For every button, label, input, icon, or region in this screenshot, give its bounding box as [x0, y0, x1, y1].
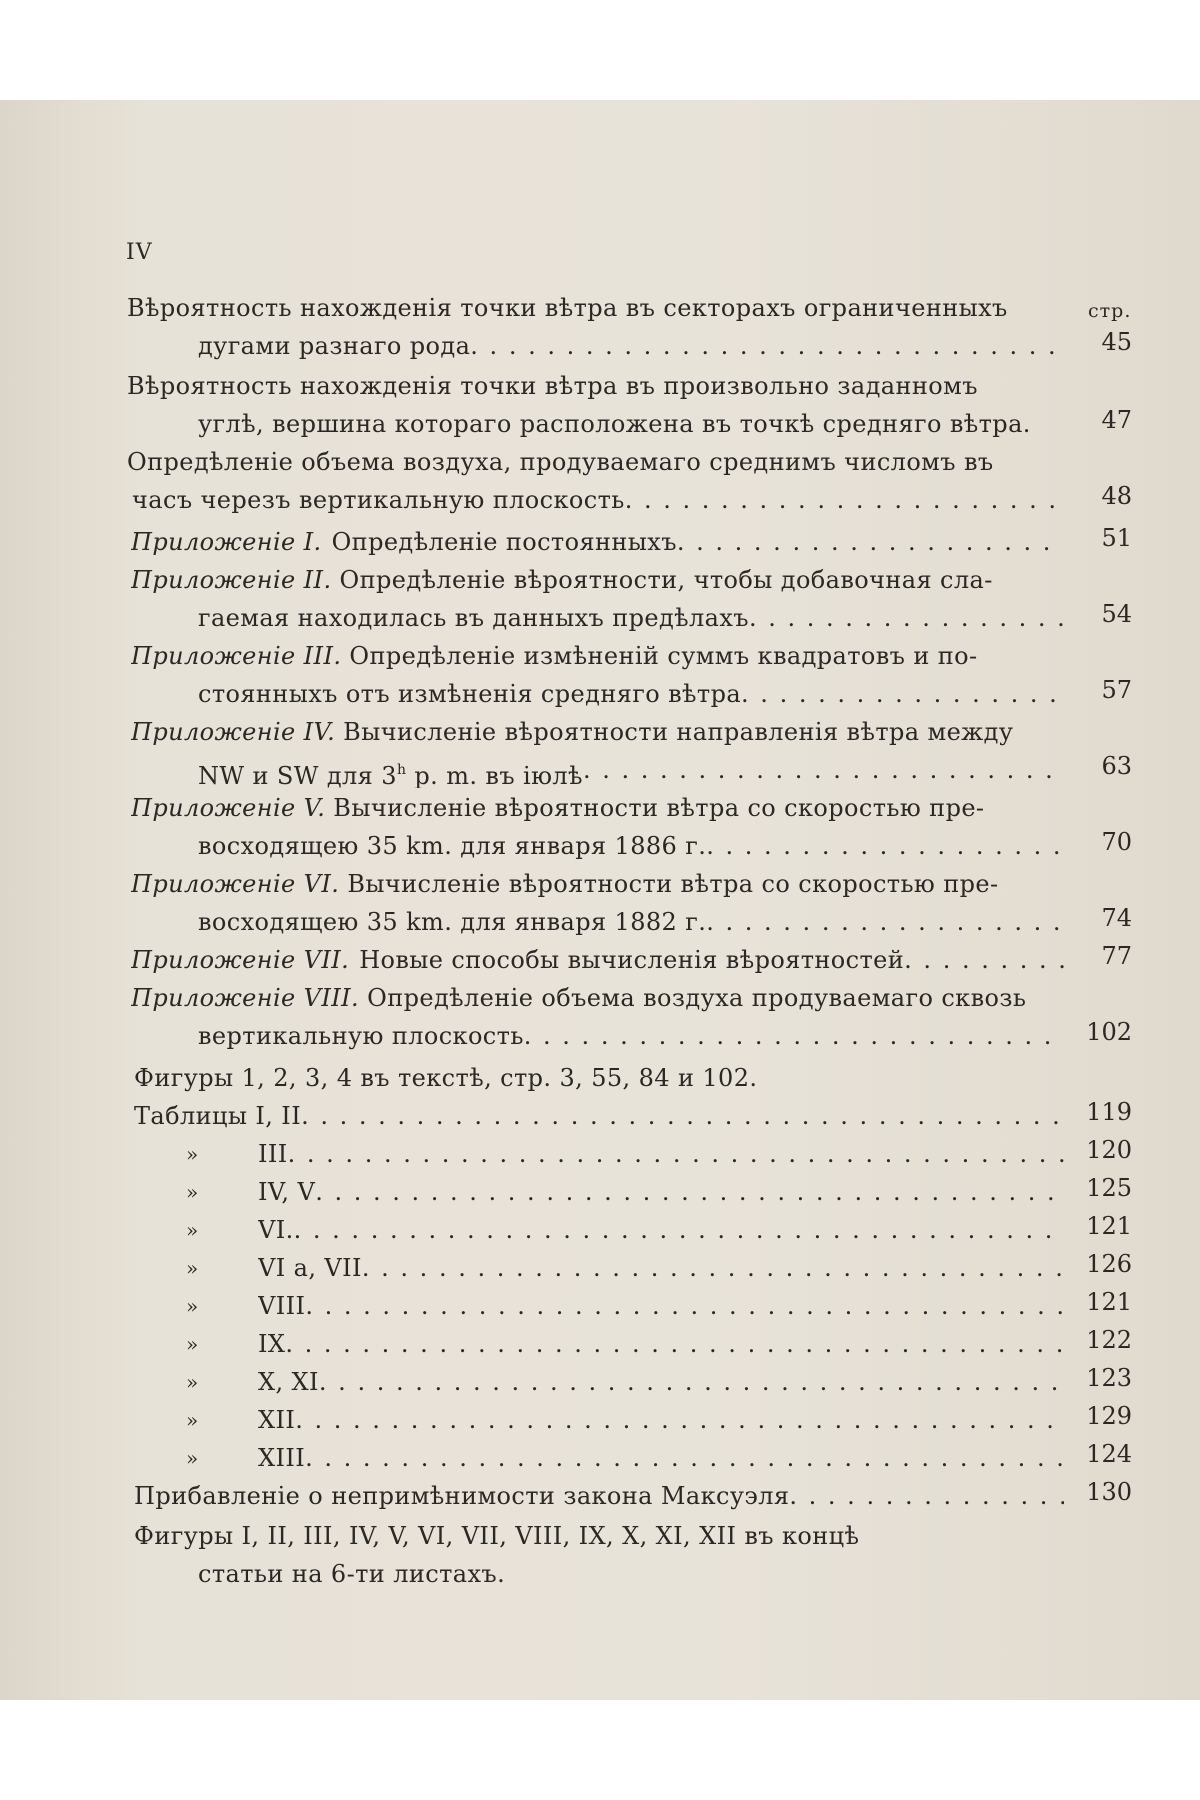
toc-entry-line: Вѣроятность нахожденія точки вѣтра въ произвольно заданномъ — [127, 372, 978, 400]
toc-entry-text: Опредѣленіе постоянныхъ — [331, 528, 677, 556]
table-entry — [258, 1402, 1064, 1438]
toc-entry-line — [131, 980, 1066, 1016]
table-label: VIII — [258, 1292, 306, 1320]
toc-entry-line — [198, 600, 1064, 636]
toc-entry-line: Опредѣленіе объема воздуха, продуваемаго среднимъ числомъ въ — [127, 448, 994, 476]
toc-entry-line — [131, 638, 1066, 674]
table-label: XII — [258, 1406, 296, 1434]
dot-leader — [749, 600, 1064, 636]
toc-entry-text — [198, 752, 583, 788]
toc-entry-text: Вычисленіе вѣроятности вѣтра со скоростью пре- — [333, 794, 985, 822]
toc-page-number: 124 — [1086, 1440, 1132, 1468]
toc-page-number: 102 — [1086, 1018, 1132, 1046]
dot-leader — [288, 1136, 1064, 1172]
toc-entry-line — [132, 482, 1064, 518]
table-label: VI a, VII — [258, 1254, 362, 1282]
toc-entry-text: Вычисленіе вѣроятности вѣтра со скоростью пре- — [347, 870, 999, 898]
tables-label: Таблицы I, II — [134, 1102, 302, 1130]
dot-leader — [305, 1440, 1064, 1476]
toc-page-number: 125 — [1086, 1174, 1132, 1202]
toc-entry-text: часъ черезъ вертикальную плоскость — [132, 486, 625, 514]
toc-page-number: 57 — [1101, 676, 1132, 704]
toc-entry-line — [198, 752, 1064, 788]
dot-leader — [301, 1098, 1064, 1134]
toc-entry-text: вертикальную плоскость — [198, 1022, 524, 1050]
dot-leader — [677, 524, 1064, 560]
appendix-label: Приложеніе VI. — [131, 870, 340, 898]
toc-entry-text: дугами разнаго рода — [198, 332, 471, 360]
toc-entry-line — [131, 714, 1066, 750]
toc-entry-text: Прибавленіе о непримѣнимости закона Максуэля — [134, 1482, 790, 1510]
toc-entry-text: Опредѣленіе измѣненій суммъ квадратовъ и по- — [349, 642, 978, 670]
dot-leader — [789, 1478, 1064, 1514]
page-column-heading: стр. — [1088, 300, 1132, 322]
toc-entry-line — [198, 904, 1064, 940]
toc-entry-line: углѣ, вершина котораго расположена въ точкѣ средняго вѣтра. — [198, 410, 1031, 438]
toc-page-number: 122 — [1086, 1326, 1132, 1354]
toc-page-number: 123 — [1086, 1364, 1132, 1392]
toc-entry-line — [198, 828, 1064, 864]
toc-page-number: 121 — [1086, 1212, 1132, 1240]
toc-page-number: 45 — [1101, 328, 1132, 356]
table-entry — [258, 1212, 1064, 1248]
toc-entry-line — [198, 328, 1064, 364]
appendix-label: Приложеніе IV. — [131, 718, 336, 746]
table-label: X, XI — [258, 1368, 319, 1396]
toc-page-number: 54 — [1101, 600, 1132, 628]
toc-entry-line — [134, 1098, 1064, 1134]
figures-end-line: статьи на 6-ти листахъ. — [198, 1560, 506, 1588]
dot-leader — [904, 942, 1064, 978]
ditto-mark: » — [186, 1180, 199, 1204]
appendix-label: Приложеніе I. — [131, 528, 322, 556]
dot-leader — [470, 328, 1064, 364]
toc-page-number: 51 — [1101, 524, 1132, 552]
dot-leader — [285, 1326, 1064, 1362]
appendix-label: Приложеніе V. — [131, 794, 326, 822]
figures-line: Фигуры 1, 2, 3, 4 въ текстѣ, стр. 3, 55, 84 и 102. — [134, 1064, 758, 1092]
table-entry — [258, 1440, 1064, 1476]
table-label: VI. — [258, 1216, 294, 1244]
table-entry — [258, 1364, 1064, 1400]
toc-entry-text: восходящею 35 km. для января 1886 г. — [198, 832, 707, 860]
toc-entry-line — [131, 790, 1066, 826]
toc-entry-text: Вычисленіе вѣроятности направленія вѣтра между — [343, 718, 1014, 746]
dot-leader — [741, 676, 1064, 712]
ditto-mark: » — [186, 1332, 199, 1356]
toc-entry-text: Новые способы вычисленія вѣроятностей — [359, 946, 905, 974]
dot-leader — [305, 1288, 1064, 1324]
toc-page-number: 47 — [1101, 406, 1132, 434]
dot-leader — [706, 904, 1064, 940]
table-entry — [258, 1136, 1064, 1172]
dot-leader — [315, 1174, 1064, 1210]
ditto-mark: » — [186, 1294, 199, 1318]
appendix-label: Приложеніе II. — [131, 566, 332, 594]
toc-page-number: 48 — [1101, 482, 1132, 510]
toc-entry-line — [131, 866, 1066, 902]
toc-entry-line — [131, 562, 1066, 598]
ditto-mark: » — [186, 1446, 199, 1470]
toc-entry-text: Опредѣленіе объема воздуха продуваемаго сквозь — [367, 984, 1027, 1012]
toc-page-number: 74 — [1101, 904, 1132, 932]
toc-entry-line — [198, 1018, 1064, 1054]
toc-entry-line — [131, 942, 1064, 978]
figures-end-line: Фигуры I, II, III, IV, V, VI, VII, VIII, IX, X, XI, XII въ концѣ — [134, 1522, 860, 1550]
ditto-mark: » — [186, 1142, 199, 1166]
table-entry — [258, 1174, 1064, 1210]
dot-leader — [294, 1212, 1064, 1248]
toc-entry-text: Опредѣленіе вѣроятности, чтобы добавочная сла- — [339, 566, 993, 594]
table-entry — [258, 1250, 1064, 1286]
table-entry — [258, 1288, 1064, 1324]
table-label: III — [258, 1140, 288, 1168]
ditto-mark: » — [186, 1370, 199, 1394]
toc-entry-line: Вѣроятность нахожденія точки вѣтра въ секторахъ ограниченныхъ — [127, 294, 1008, 322]
dot-leader — [706, 828, 1064, 864]
page-number: IV — [126, 240, 153, 265]
table-entry — [258, 1326, 1064, 1362]
dot-leader — [524, 1018, 1064, 1054]
dot-leader — [295, 1402, 1064, 1438]
toc-entry-line — [198, 676, 1064, 712]
ditto-mark: » — [186, 1256, 199, 1280]
dot-leader — [625, 482, 1064, 518]
book-page — [0, 100, 1200, 1700]
table-label: IX — [258, 1330, 286, 1358]
toc-page-number: 121 — [1086, 1288, 1132, 1316]
appendix-label: Приложеніе III. — [131, 642, 342, 670]
appendix-label: Приложеніе VIII. — [131, 984, 360, 1012]
dot-leader — [319, 1364, 1064, 1400]
dot-leader — [583, 752, 1064, 788]
toc-page-number: 120 — [1086, 1136, 1132, 1164]
toc-entry-text: гаемая находилась въ данныхъ предѣлахъ — [198, 604, 749, 632]
toc-page-number: 70 — [1101, 828, 1132, 856]
toc-entry-text-part: p. m. въ іюлѣ — [406, 762, 583, 788]
toc-entry-line — [134, 1478, 1064, 1514]
toc-page-number: 63 — [1101, 752, 1132, 780]
table-label: XIII — [258, 1444, 306, 1472]
toc-entry-line — [131, 524, 1064, 560]
toc-page-number: 129 — [1086, 1402, 1132, 1430]
toc-page-number: 130 — [1086, 1478, 1132, 1506]
toc-entry-text: восходящею 35 km. для января 1882 г. — [198, 908, 707, 936]
ditto-mark: » — [186, 1408, 199, 1432]
toc-page-number: 77 — [1101, 942, 1132, 970]
dot-leader — [362, 1250, 1064, 1286]
appendix-label: Приложеніе VII. — [131, 946, 350, 974]
toc-page-number: 126 — [1086, 1250, 1132, 1278]
toc-entry-text-part: NW и SW для 3 — [198, 762, 397, 788]
toc-page-number: 119 — [1086, 1098, 1132, 1126]
table-label: IV, V — [258, 1178, 316, 1206]
toc-entry-text: стоянныхъ отъ измѣненія средняго вѣтра — [198, 680, 742, 708]
ditto-mark: » — [186, 1218, 199, 1242]
superscript: h — [396, 762, 407, 778]
